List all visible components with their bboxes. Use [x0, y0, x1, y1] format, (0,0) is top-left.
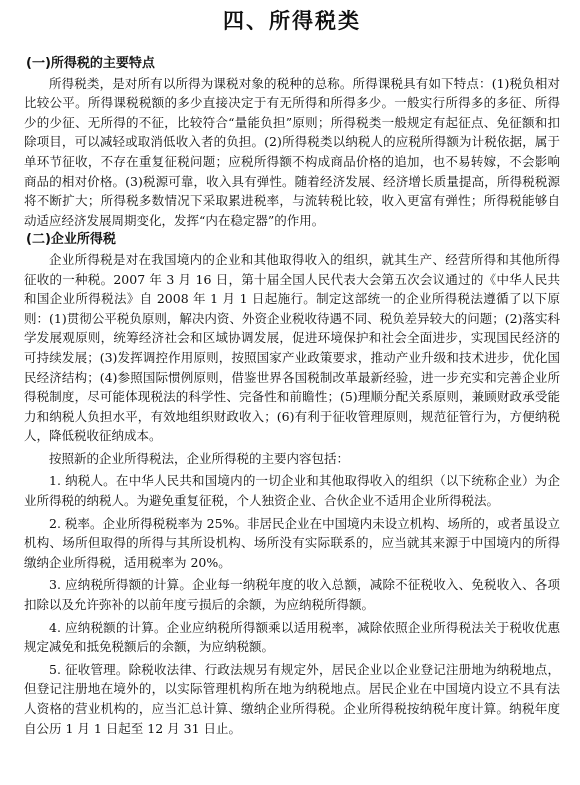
body-paragraph: 按照新的企业所得税法，企业所得税的主要内容包括： [49, 450, 350, 466]
section-income-tax-features [24, 54, 560, 230]
list-item-paragraph: 3. 应纳税所得额的计算。企业每一纳税年度的收入总额，减除不征税收入、免税收入、各项扣除以及允许弥补的以前年度亏损后的余额，为应纳税所得额。 [24, 577, 560, 613]
body-paragraph: 所得税类，是对所有以所得为课税对象的税种的总称。所得课税具有如下特点：(1)税负相对比较公平。所得课税税额的多少直接决定于有无所得和所得多少。一般实行所得多的多征、所得少的少征、无所得的不征，比较符合“量能负担”原则；所得税类一般规定有起征点、免征额和扣除项目，可以减轻或取消低收入者的负担。(2)所得税类以纳税人的应税所得额为计税依据，属于单环节征收，不存在重复征税问题；应税所得额不构成商品价格的追加，也不易转嫁，不会影响商品的相对价格。(3)税源可靠，收入具有弹性。随着经济发展、经济增长质量提高，所得税税源将不断扩大；所得税多数情况下采取累进税率，与流转税比较，收入更富有弹性；所得税能够自动适应经济发展周期变化，发挥“内在稳定器”的作用。 [24, 75, 560, 228]
chapter-title: 四、所得税类 [223, 9, 361, 33]
section-enterprise-income-tax [24, 230, 560, 738]
document-page [24, 8, 560, 778]
section-heading: (一)所得税的主要特点 [26, 56, 155, 71]
list-item-paragraph: 5. 征收管理。除税收法律、行政法规另有规定外，居民企业以企业登记注册地为纳税地点，但登记注册地在境外的，以实际管理机构所在地为纳税地点。居民企业在中国境内设立不具有法人资格的营业机构的，应当汇总计算、缴纳企业所得税。企业所得税按纳税年度计算。纳税年度自公历 1 月 1 日起至 12 月 31 日止。 [24, 661, 560, 736]
section-heading: (二)企业所得税 [26, 232, 116, 248]
list-item-paragraph: 2. 税率。企业所得税税率为 25%。非居民企业在中国境内未设立机构、场所的，或者虽设立机构、场所但取得的所得与其所设机构、场所没有实际联系的，应当就其来源于中国境内的所得缴纳企业所得税，适用税率为 20%。 [24, 515, 560, 570]
list-item-paragraph: 4. 应纳税额的计算。企业应纳税所得额乘以适用税率，减除依照企业所得税法关于税收优惠规定减免和抵免税额后的余额，为应纳税额。 [24, 619, 560, 655]
list-item-paragraph: 1. 纳税人。在中华人民共和国境内的一切企业和其他取得收入的组织（以下统称企业）为企业所得税的纳税人。为避免重复征税，个人独资企业、合伙企业不适用企业所得税法。 [24, 473, 560, 509]
body-paragraph: 企业所得税是对在我国境内的企业和其他取得收入的组织，就其生产、经营所得和其他所得征收的一种税。2007 年 3 月 16 日，第十届全国人民代表大会第五次会议通过的《中华人民共和国企业所得税法》自 2008 年 1 月 1 日起施行。制定这部统一的企业所得税法遵循了以下原则：(1)贯彻公平税负原则，解决内资、外资企业税收待遇不同、税负差异较大的问题；(2)落实科学发展观原则，统筹经济社会和区域协调发展，促进环境保护和社会全面进步，实现国民经济的可持续发展；(3)发挥调控作用原则，按照国家产业政策要求，推动产业升级和技术进步，优化国民经济结构；(4)参照国际惯例原则，借鉴世界各国税制改革最新经验，进一步充实和完善企业所得税制度，尽可能体现税法的科学性、完备性和前瞻性；(5)理顺分配关系原则，兼顾财政承受能力和纳税人负担水平，有效地组织财政收入；(6)有利于征收管理原则，规范征管行为，方便纳税人，降低税收征纳成本。 [24, 251, 560, 444]
